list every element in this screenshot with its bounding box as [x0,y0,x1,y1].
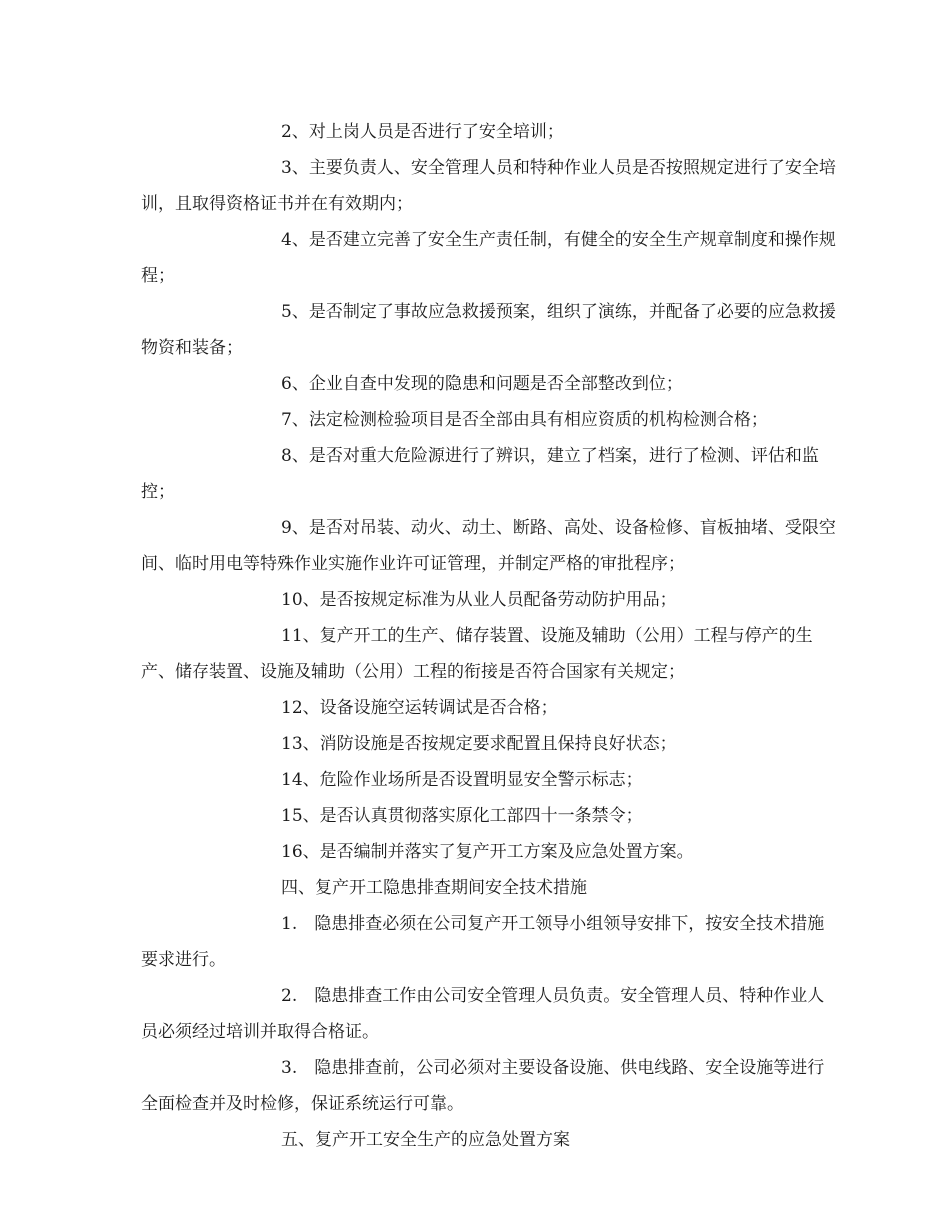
section-heading-5: 五、复产开工安全生产的应急处置方案 [281,1130,570,1150]
paragraph-item-12: 12、设备设施空运转调试是否合格； [281,698,558,718]
paragraph-item-6: 6、企业自查中发现的隐患和问题是否全部整改到位； [281,374,683,394]
paragraph-item-10: 10、是否按规定标准为从业人员配备劳动防护用品； [281,590,677,610]
paragraph-item-13: 13、消防设施是否按规定要求配置且保持良好状态； [281,734,677,754]
paragraph-item-4: 4、是否建立完善了安全生产责任制，有健全的安全生产规章制度和操作规程； [141,230,836,286]
paragraph-item-2: 2、对上岗人员是否进行了安全培训； [281,122,564,142]
paragraph-item-14: 14、危险作业场所是否设置明显安全警示标志； [281,770,643,790]
paragraph-item-16: 16、是否编制并落实了复产开工方案及应急处置方案。 [281,842,694,862]
paragraph-item-15: 15、是否认真贯彻落实原化工部四十一条禁令； [281,806,643,826]
paragraph-item-5: 5、是否制定了事故应急救援预案，组织了演练，并配备了必要的应急救援物资和装备； [141,302,836,358]
paragraph-item-11: 11、复产开工的生产、储存装置、设施及辅助（公用）工程与停产的生产、储存装置、设施及辅助（公用）工程的衔接是否符合国家有关规定； [141,626,813,682]
section-heading-4: 四、复产开工隐患排查期间安全技术措施 [281,878,587,898]
paragraph-item-9: 9、是否对吊装、动火、动土、断路、高处、设备检修、盲板抽堵、受限空间、临时用电等特殊作业实施作业许可证管理，并制定严格的审批程序； [141,518,836,574]
paragraph-item-8: 8、是否对重大危险源进行了辨识，建立了档案，进行了检测、评估和监控； [141,446,819,502]
paragraph-item-7: 7、法定检测检验项目是否全部由具有相应资质的机构检测合格； [281,410,768,430]
document-body [141,114,841,1158]
measure-item-3: 3. 隐患排查前，公司必须对主要设备设施、供电线路、安全设施等进行全面检查并及时检修，保证系统运行可靠。 [141,1058,825,1114]
measure-item-1: 1. 隐患排查必须在公司复产开工领导小组领导安排下，按安全技术措施要求进行。 [141,914,825,970]
paragraph-item-3: 3、主要负责人、安全管理人员和特种作业人员是否按照规定进行了安全培训，且取得资格证书并在有效期内； [141,158,836,214]
measure-item-2: 2. 隐患排查工作由公司安全管理人员负责。安全管理人员、特种作业人员必须经过培训并取得合格证。 [141,986,825,1042]
